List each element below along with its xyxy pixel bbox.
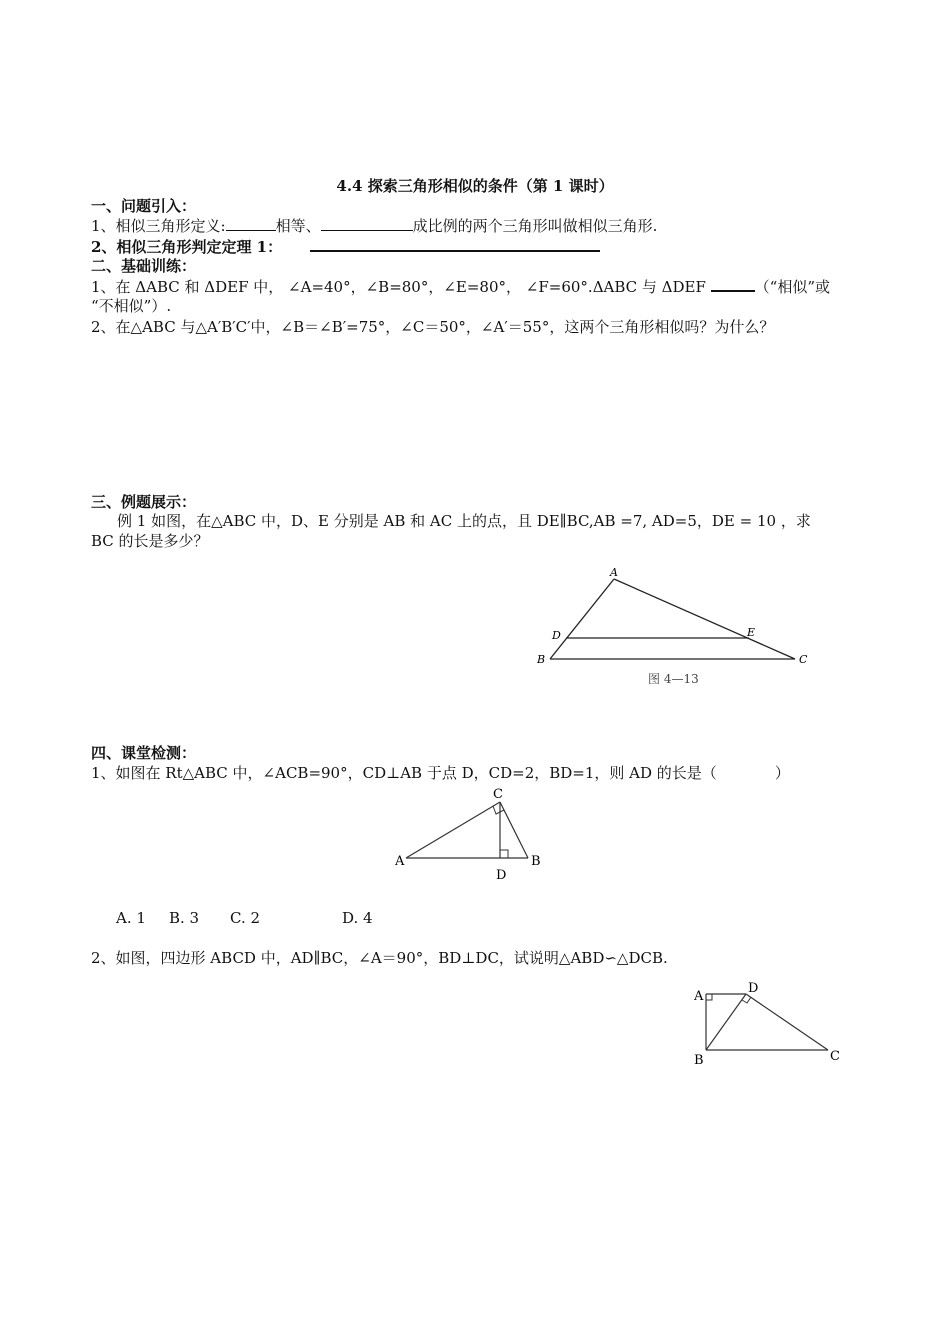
question-4-2: 2、如图，四边形 ABCD 中，AD∥BC，∠A＝90°，BD⊥DC，试说明△ABD∽△DCB.: [91, 949, 668, 967]
question-text: 成比例的两个三角形叫做相似三角形.: [412, 217, 658, 235]
vertex-label-d: D: [748, 981, 759, 996]
option-b[interactable]: B. 3: [169, 909, 200, 927]
page-title: 4.4 探索三角形相似的条件（第 1 课时）: [336, 177, 614, 195]
answer-blank[interactable]: [226, 216, 276, 231]
question-text: ）: [774, 764, 790, 782]
vertex-label-c: C: [799, 653, 808, 666]
question-2-1: [91, 276, 830, 297]
question-2-1-cont: “不相似”）.: [91, 297, 172, 315]
vertex-label-a: A: [395, 854, 405, 869]
section-1-heading: 一、问题引入：: [91, 197, 197, 215]
section-2-heading: 二、基础训练：: [91, 257, 197, 275]
question-text: 2、相似三角形判定定理 1：: [91, 238, 283, 256]
question-text: 1、相似三角形定义:: [91, 217, 226, 235]
option-a[interactable]: A. 1: [116, 909, 146, 927]
quadrilateral-abcd-figure: [686, 976, 846, 1072]
section-3-heading: 三、例题展示：: [91, 493, 197, 511]
example-1-line-1: 例 1 如图，在△ABC 中，D、E 分别是 AB 和 AC 上的点，且 DE∥BC,AB =7, AD=5，DE = 10 ，求: [117, 512, 811, 530]
vertex-label-d: D: [496, 868, 507, 883]
answer-blank[interactable]: [310, 236, 600, 252]
vertex-label-a: A: [610, 566, 618, 579]
right-triangle-altitude-figure: [390, 782, 550, 886]
vertex-label-b: B: [537, 653, 546, 666]
question-4-1: [91, 763, 790, 783]
question-1-2: [91, 236, 600, 257]
question-text: 1、如图在 Rt△ABC 中，∠ACB=90°，CD⊥AB 于点 D，CD=2，BD=1，则 AD 的长是（: [91, 764, 717, 782]
question-2-2: 2、在△ABC 与△A′B′C′中，∠B＝∠B′=75°，∠C＝50°，∠A′＝55°，这两个三角形相似吗？为什么？: [91, 318, 775, 336]
answer-blank[interactable]: [321, 216, 413, 231]
vertex-label-b: B: [531, 854, 541, 869]
answer-blank[interactable]: [711, 276, 755, 292]
option-c[interactable]: C. 2: [230, 909, 261, 927]
section-4-heading: 四、课堂检测：: [91, 744, 197, 762]
option-d[interactable]: D. 4: [342, 909, 373, 927]
vertex-label-a: A: [694, 989, 704, 1004]
vertex-label-c: C: [493, 787, 503, 802]
vertex-label-d: D: [552, 629, 561, 642]
question-text: 1、在 ΔABC 和 ΔDEF 中， ∠A=40°，∠B=80°，∠E=80°， ∠F=60°.ΔABC 与 ΔDEF: [91, 278, 706, 296]
question-text: （“相似”或: [754, 278, 831, 296]
vertex-label-c: C: [830, 1049, 840, 1064]
question-1-1: [91, 216, 657, 236]
question-text: 相等、: [275, 217, 321, 235]
vertex-label-e: E: [747, 626, 756, 639]
example-1-line-2: BC 的长是多少？: [91, 532, 209, 550]
vertex-label-b: B: [694, 1053, 704, 1068]
triangle-abc-de-parallel-figure: [530, 562, 820, 692]
figure-caption: 图 4—13: [648, 672, 699, 686]
